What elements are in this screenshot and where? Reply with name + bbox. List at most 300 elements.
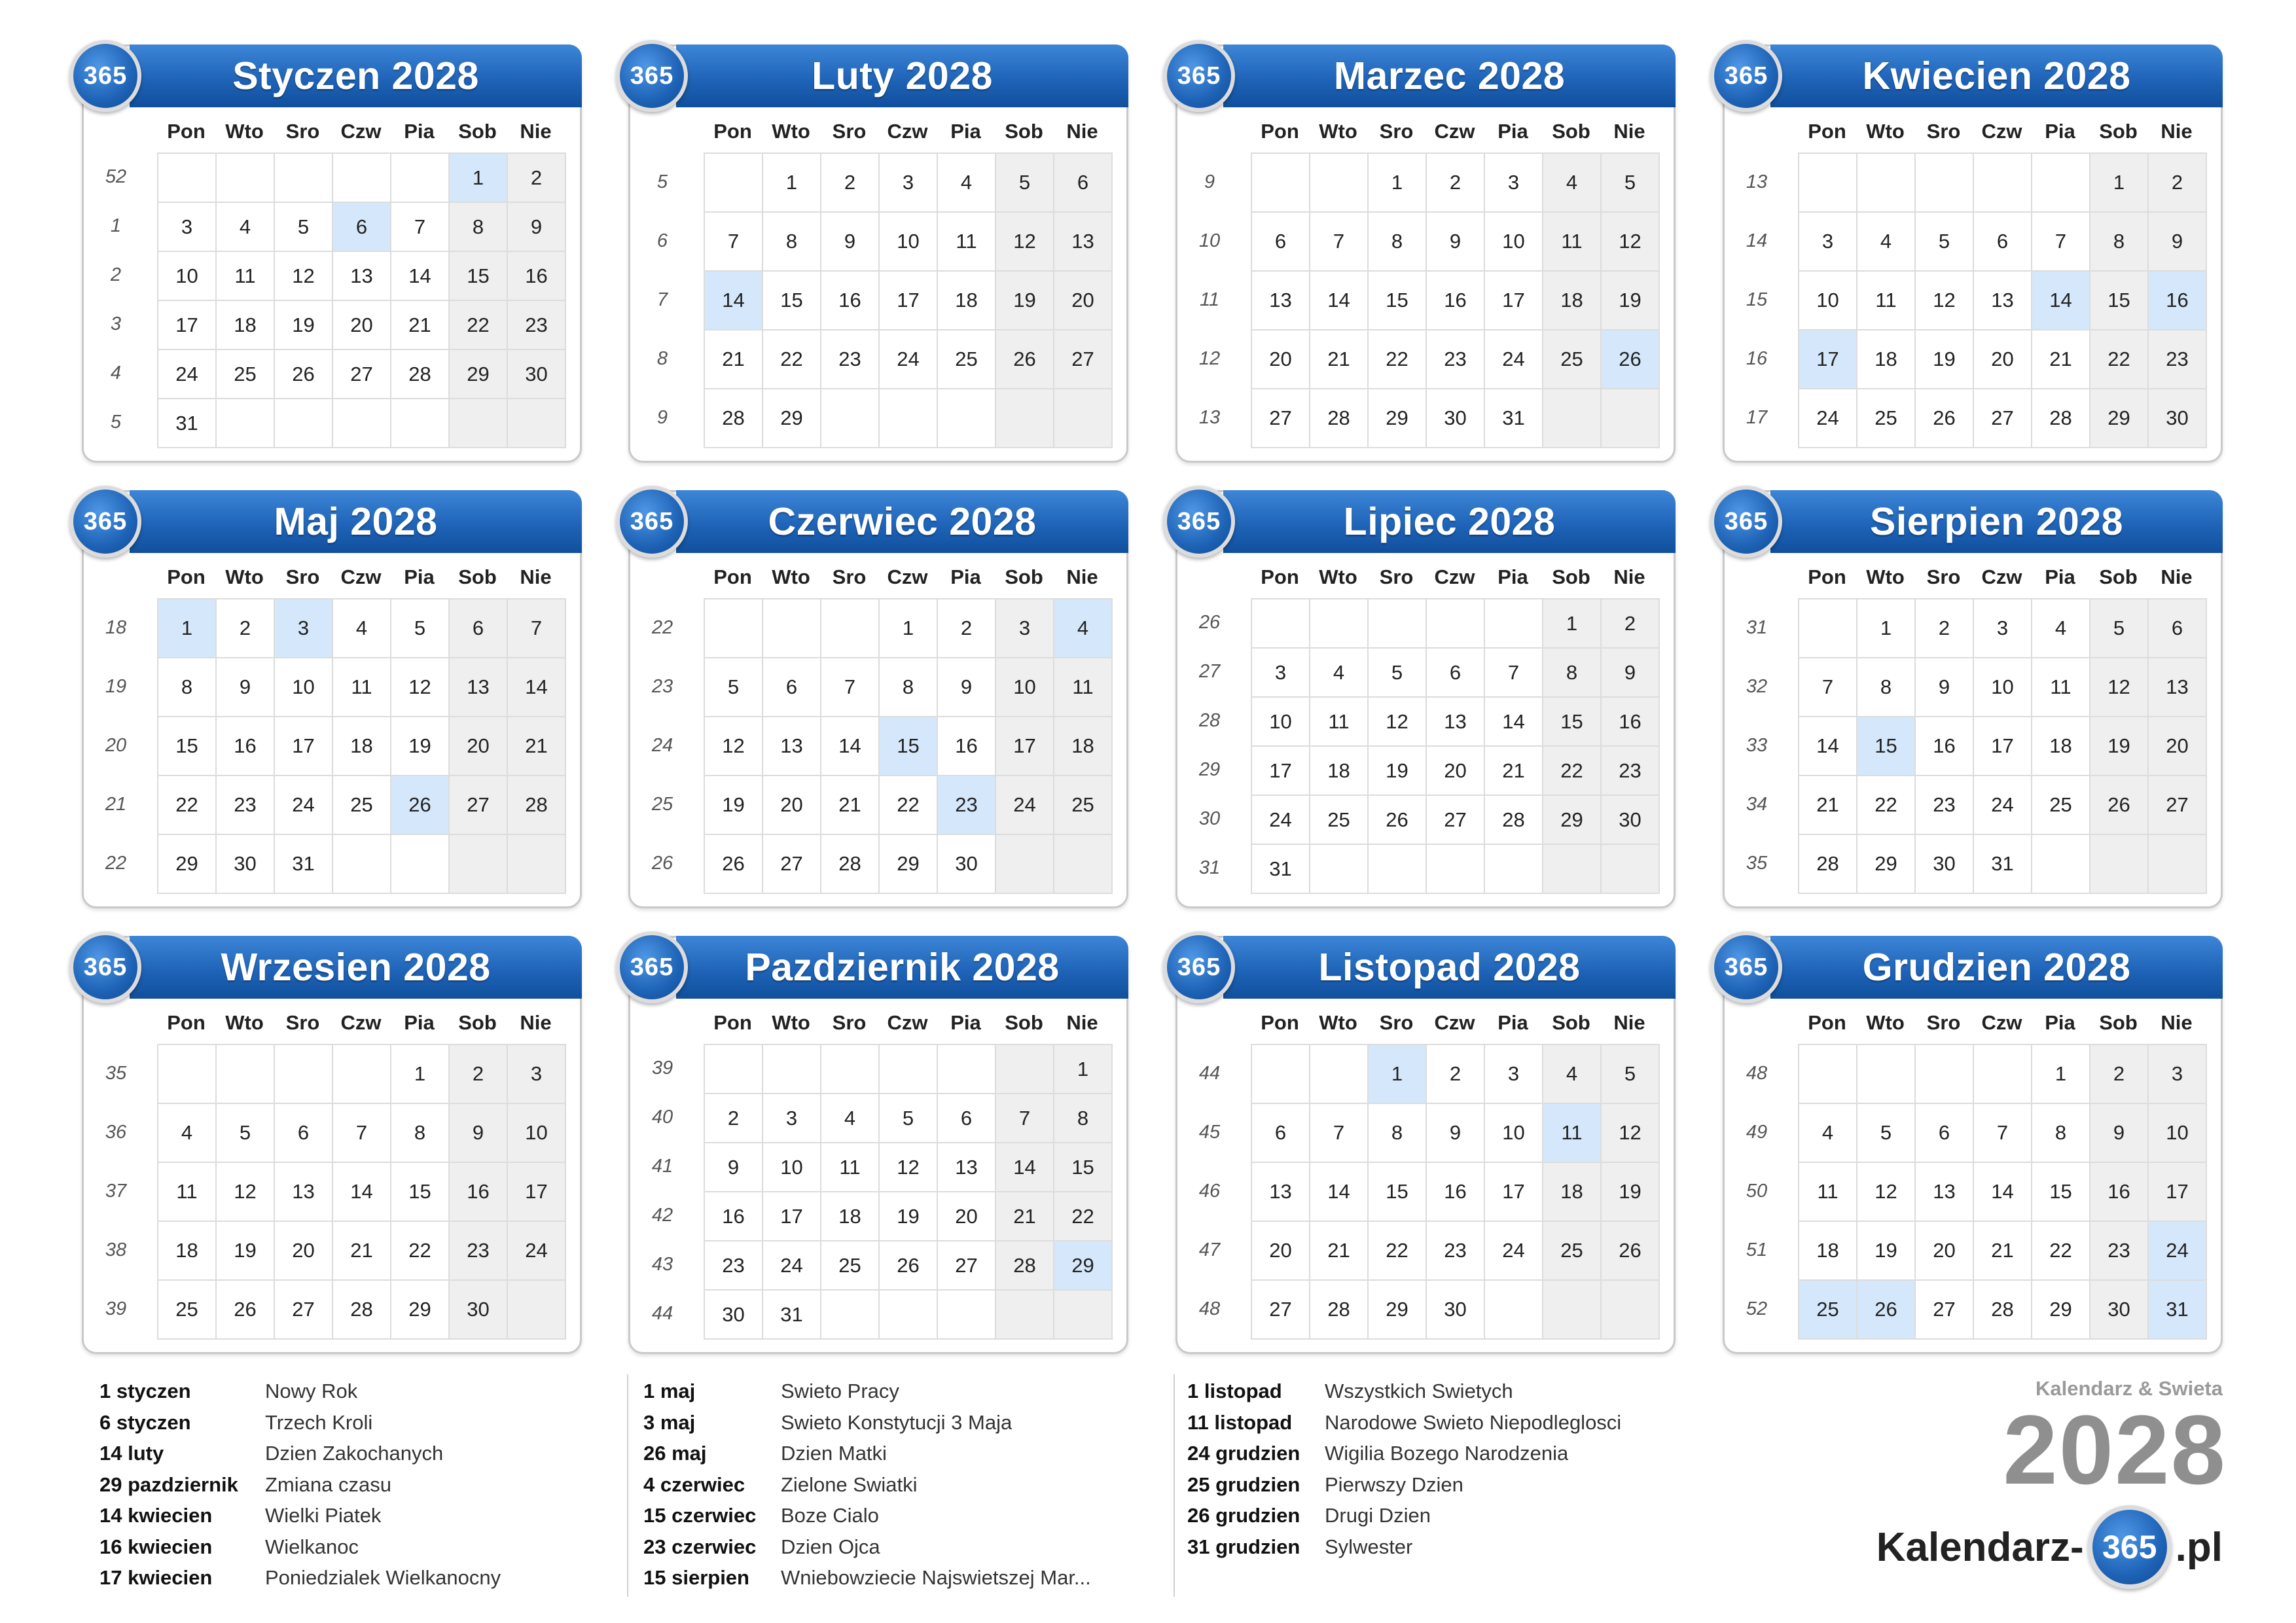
- day-cell[interactable]: 7: [333, 1104, 391, 1163]
- day-cell[interactable]: 17: [1799, 330, 1857, 389]
- day-cell[interactable]: 18: [333, 717, 391, 776]
- day-cell[interactable]: 1: [1857, 599, 1916, 658]
- day-cell[interactable]: 31: [1485, 389, 1543, 448]
- day-cell[interactable]: 4: [2032, 599, 2090, 658]
- day-cell[interactable]: 4: [158, 1104, 217, 1163]
- day-cell[interactable]: 1: [2090, 154, 2149, 213]
- day-cell[interactable]: 15: [158, 717, 217, 776]
- day-cell[interactable]: 22: [391, 1222, 450, 1281]
- day-cell[interactable]: 13: [1054, 213, 1113, 272]
- day-cell[interactable]: 1: [391, 1045, 450, 1104]
- day-cell[interactable]: 31: [275, 835, 333, 894]
- day-cell[interactable]: 13: [275, 1163, 333, 1222]
- day-cell[interactable]: 8: [450, 203, 508, 252]
- day-cell[interactable]: 11: [938, 213, 996, 272]
- day-cell[interactable]: 8: [1369, 213, 1427, 272]
- day-cell[interactable]: 6: [333, 203, 391, 252]
- day-cell[interactable]: 4: [1310, 649, 1369, 698]
- day-cell[interactable]: 6: [1252, 1104, 1310, 1163]
- day-cell[interactable]: 26: [391, 776, 450, 835]
- day-cell[interactable]: 21: [333, 1222, 391, 1281]
- day-cell[interactable]: 13: [450, 658, 508, 717]
- day-cell[interactable]: 5: [217, 1104, 275, 1163]
- day-cell[interactable]: 27: [1974, 389, 2032, 448]
- day-cell[interactable]: 29: [450, 350, 508, 399]
- day-cell[interactable]: 8: [880, 658, 938, 717]
- day-cell[interactable]: 4: [1799, 1104, 1857, 1163]
- day-cell[interactable]: 17: [1485, 272, 1543, 330]
- day-cell[interactable]: 26: [275, 350, 333, 399]
- day-cell[interactable]: 8: [391, 1104, 450, 1163]
- day-cell[interactable]: 2: [1427, 154, 1485, 213]
- day-cell[interactable]: 20: [1427, 747, 1485, 796]
- day-cell[interactable]: 15: [880, 717, 938, 776]
- day-cell[interactable]: 19: [996, 272, 1054, 330]
- day-cell[interactable]: 16: [2090, 1163, 2149, 1222]
- day-cell[interactable]: 9: [508, 203, 566, 252]
- day-cell[interactable]: 30: [2149, 389, 2207, 448]
- day-cell[interactable]: 9: [450, 1104, 508, 1163]
- day-cell[interactable]: 3: [1485, 1045, 1543, 1104]
- day-cell[interactable]: 24: [158, 350, 217, 399]
- day-cell[interactable]: 12: [391, 658, 450, 717]
- day-cell[interactable]: 6: [1916, 1104, 1974, 1163]
- day-cell[interactable]: 14: [333, 1163, 391, 1222]
- day-cell[interactable]: 19: [705, 776, 763, 835]
- day-cell[interactable]: 5: [1602, 154, 1660, 213]
- day-cell[interactable]: 8: [1369, 1104, 1427, 1163]
- day-cell[interactable]: 16: [1427, 272, 1485, 330]
- day-cell[interactable]: 2: [2149, 154, 2207, 213]
- day-cell[interactable]: 23: [705, 1241, 763, 1291]
- day-cell[interactable]: 15: [1543, 698, 1602, 747]
- day-cell[interactable]: 25: [158, 1281, 217, 1340]
- day-cell[interactable]: 7: [705, 213, 763, 272]
- day-cell[interactable]: 28: [1310, 1281, 1369, 1340]
- day-cell[interactable]: 2: [450, 1045, 508, 1104]
- day-cell[interactable]: 1: [1543, 599, 1602, 649]
- day-cell[interactable]: 5: [391, 599, 450, 658]
- day-cell[interactable]: 21: [705, 330, 763, 389]
- day-cell[interactable]: 19: [1857, 1222, 1916, 1281]
- day-cell[interactable]: 17: [996, 717, 1054, 776]
- day-cell[interactable]: 18: [158, 1222, 217, 1281]
- day-cell[interactable]: 16: [450, 1163, 508, 1222]
- day-cell[interactable]: 3: [996, 599, 1054, 658]
- day-cell[interactable]: 16: [938, 717, 996, 776]
- day-cell[interactable]: 20: [333, 301, 391, 350]
- day-cell[interactable]: 8: [1857, 658, 1916, 717]
- day-cell[interactable]: 18: [1857, 330, 1916, 389]
- day-cell[interactable]: 30: [217, 835, 275, 894]
- day-cell[interactable]: 16: [1602, 698, 1660, 747]
- day-cell[interactable]: 4: [1857, 213, 1916, 272]
- day-cell[interactable]: 3: [1485, 154, 1543, 213]
- day-cell[interactable]: 30: [705, 1291, 763, 1340]
- day-cell[interactable]: 12: [2090, 658, 2149, 717]
- day-cell[interactable]: 5: [880, 1094, 938, 1143]
- day-cell[interactable]: 15: [450, 252, 508, 301]
- day-cell[interactable]: 11: [821, 1143, 880, 1192]
- day-cell[interactable]: 7: [391, 203, 450, 252]
- day-cell[interactable]: 23: [1916, 776, 1974, 835]
- day-cell[interactable]: 30: [2090, 1281, 2149, 1340]
- day-cell[interactable]: 13: [1252, 272, 1310, 330]
- day-cell[interactable]: 5: [1602, 1045, 1660, 1104]
- day-cell[interactable]: 25: [1543, 1222, 1602, 1281]
- day-cell[interactable]: 10: [275, 658, 333, 717]
- day-cell[interactable]: 24: [763, 1241, 821, 1291]
- day-cell[interactable]: 29: [880, 835, 938, 894]
- day-cell[interactable]: 23: [2090, 1222, 2149, 1281]
- day-cell[interactable]: 24: [880, 330, 938, 389]
- day-cell[interactable]: 15: [763, 272, 821, 330]
- day-cell[interactable]: 28: [996, 1241, 1054, 1291]
- day-cell[interactable]: 1: [763, 154, 821, 213]
- day-cell[interactable]: 31: [1252, 845, 1310, 894]
- day-cell[interactable]: 3: [880, 154, 938, 213]
- day-cell[interactable]: 9: [1602, 649, 1660, 698]
- day-cell[interactable]: 26: [880, 1241, 938, 1291]
- day-cell[interactable]: 6: [2149, 599, 2207, 658]
- day-cell[interactable]: 12: [880, 1143, 938, 1192]
- day-cell[interactable]: 6: [1054, 154, 1113, 213]
- day-cell[interactable]: 19: [1916, 330, 1974, 389]
- day-cell[interactable]: 11: [2032, 658, 2090, 717]
- day-cell[interactable]: 21: [1310, 1222, 1369, 1281]
- day-cell[interactable]: 17: [508, 1163, 566, 1222]
- day-cell[interactable]: 28: [1799, 835, 1857, 894]
- day-cell[interactable]: 9: [938, 658, 996, 717]
- day-cell[interactable]: 19: [275, 301, 333, 350]
- day-cell[interactable]: 11: [1054, 658, 1113, 717]
- day-cell[interactable]: 28: [1485, 796, 1543, 845]
- day-cell[interactable]: 3: [763, 1094, 821, 1143]
- day-cell[interactable]: 12: [1916, 272, 1974, 330]
- day-cell[interactable]: 22: [880, 776, 938, 835]
- day-cell[interactable]: 24: [1799, 389, 1857, 448]
- day-cell[interactable]: 27: [333, 350, 391, 399]
- day-cell[interactable]: 29: [763, 389, 821, 448]
- day-cell[interactable]: 25: [2032, 776, 2090, 835]
- day-cell[interactable]: 8: [2090, 213, 2149, 272]
- day-cell[interactable]: 12: [996, 213, 1054, 272]
- day-cell[interactable]: 1: [158, 599, 217, 658]
- day-cell[interactable]: 10: [158, 252, 217, 301]
- day-cell[interactable]: 7: [821, 658, 880, 717]
- day-cell[interactable]: 7: [2032, 213, 2090, 272]
- day-cell[interactable]: 28: [1310, 389, 1369, 448]
- day-cell[interactable]: 16: [2149, 272, 2207, 330]
- day-cell[interactable]: 15: [2032, 1163, 2090, 1222]
- day-cell[interactable]: 15: [391, 1163, 450, 1222]
- day-cell[interactable]: 23: [1427, 1222, 1485, 1281]
- day-cell[interactable]: 25: [1310, 796, 1369, 845]
- day-cell[interactable]: 20: [2149, 717, 2207, 776]
- day-cell[interactable]: 17: [880, 272, 938, 330]
- day-cell[interactable]: 29: [391, 1281, 450, 1340]
- day-cell[interactable]: 21: [1310, 330, 1369, 389]
- day-cell[interactable]: 10: [508, 1104, 566, 1163]
- day-cell[interactable]: 8: [763, 213, 821, 272]
- day-cell[interactable]: 18: [821, 1192, 880, 1241]
- day-cell[interactable]: 5: [275, 203, 333, 252]
- day-cell[interactable]: 11: [1543, 213, 1602, 272]
- day-cell[interactable]: 22: [158, 776, 217, 835]
- day-cell[interactable]: 27: [938, 1241, 996, 1291]
- day-cell[interactable]: 30: [450, 1281, 508, 1340]
- day-cell[interactable]: 23: [1427, 330, 1485, 389]
- day-cell[interactable]: 22: [763, 330, 821, 389]
- day-cell[interactable]: 12: [275, 252, 333, 301]
- day-cell[interactable]: 4: [1054, 599, 1113, 658]
- day-cell[interactable]: 6: [450, 599, 508, 658]
- day-cell[interactable]: 22: [2090, 330, 2149, 389]
- day-cell[interactable]: 5: [996, 154, 1054, 213]
- day-cell[interactable]: 24: [996, 776, 1054, 835]
- day-cell[interactable]: 9: [2149, 213, 2207, 272]
- day-cell[interactable]: 26: [1602, 330, 1660, 389]
- day-cell[interactable]: 30: [938, 835, 996, 894]
- day-cell[interactable]: 29: [2090, 389, 2149, 448]
- day-cell[interactable]: 26: [1857, 1281, 1916, 1340]
- day-cell[interactable]: 3: [1252, 649, 1310, 698]
- day-cell[interactable]: 5: [1369, 649, 1427, 698]
- day-cell[interactable]: 24: [1485, 1222, 1543, 1281]
- day-cell[interactable]: 23: [821, 330, 880, 389]
- day-cell[interactable]: 10: [1485, 213, 1543, 272]
- day-cell[interactable]: 21: [1485, 747, 1543, 796]
- day-cell[interactable]: 27: [1427, 796, 1485, 845]
- day-cell[interactable]: 10: [996, 658, 1054, 717]
- day-cell[interactable]: 16: [1427, 1163, 1485, 1222]
- day-cell[interactable]: 2: [2090, 1045, 2149, 1104]
- day-cell[interactable]: 27: [763, 835, 821, 894]
- day-cell[interactable]: 17: [158, 301, 217, 350]
- day-cell[interactable]: 19: [2090, 717, 2149, 776]
- day-cell[interactable]: 26: [217, 1281, 275, 1340]
- day-cell[interactable]: 16: [217, 717, 275, 776]
- day-cell[interactable]: 2: [1916, 599, 1974, 658]
- day-cell[interactable]: 10: [1799, 272, 1857, 330]
- day-cell[interactable]: 17: [763, 1192, 821, 1241]
- day-cell[interactable]: 31: [2149, 1281, 2207, 1340]
- day-cell[interactable]: 26: [996, 330, 1054, 389]
- day-cell[interactable]: 25: [938, 330, 996, 389]
- day-cell[interactable]: 7: [1974, 1104, 2032, 1163]
- day-cell[interactable]: 28: [333, 1281, 391, 1340]
- day-cell[interactable]: 22: [1543, 747, 1602, 796]
- day-cell[interactable]: 18: [1310, 747, 1369, 796]
- day-cell[interactable]: 19: [1602, 272, 1660, 330]
- day-cell[interactable]: 5: [1857, 1104, 1916, 1163]
- day-cell[interactable]: 16: [1916, 717, 1974, 776]
- day-cell[interactable]: 5: [1916, 213, 1974, 272]
- day-cell[interactable]: 9: [705, 1143, 763, 1192]
- day-cell[interactable]: 29: [1543, 796, 1602, 845]
- day-cell[interactable]: 17: [1974, 717, 2032, 776]
- day-cell[interactable]: 13: [2149, 658, 2207, 717]
- day-cell[interactable]: 29: [158, 835, 217, 894]
- day-cell[interactable]: 23: [938, 776, 996, 835]
- day-cell[interactable]: 12: [1602, 1104, 1660, 1163]
- day-cell[interactable]: 9: [821, 213, 880, 272]
- day-cell[interactable]: 15: [1369, 1163, 1427, 1222]
- day-cell[interactable]: 4: [1543, 1045, 1602, 1104]
- day-cell[interactable]: 29: [2032, 1281, 2090, 1340]
- day-cell[interactable]: 9: [2090, 1104, 2149, 1163]
- day-cell[interactable]: 27: [450, 776, 508, 835]
- brand-logo[interactable]: [1876, 1505, 2223, 1589]
- day-cell[interactable]: 3: [158, 203, 217, 252]
- day-cell[interactable]: 23: [1602, 747, 1660, 796]
- day-cell[interactable]: 20: [1974, 330, 2032, 389]
- day-cell[interactable]: 20: [1252, 1222, 1310, 1281]
- day-cell[interactable]: 15: [1054, 1143, 1113, 1192]
- day-cell[interactable]: 25: [821, 1241, 880, 1291]
- day-cell[interactable]: 25: [1857, 389, 1916, 448]
- day-cell[interactable]: 14: [1974, 1163, 2032, 1222]
- day-cell[interactable]: 9: [1427, 213, 1485, 272]
- day-cell[interactable]: 23: [508, 301, 566, 350]
- day-cell[interactable]: 26: [1602, 1222, 1660, 1281]
- day-cell[interactable]: 6: [938, 1094, 996, 1143]
- day-cell[interactable]: 8: [2032, 1104, 2090, 1163]
- day-cell[interactable]: 18: [217, 301, 275, 350]
- day-cell[interactable]: 11: [158, 1163, 217, 1222]
- day-cell[interactable]: 3: [1974, 599, 2032, 658]
- day-cell[interactable]: 19: [1602, 1163, 1660, 1222]
- day-cell[interactable]: 13: [1252, 1163, 1310, 1222]
- day-cell[interactable]: 19: [391, 717, 450, 776]
- day-cell[interactable]: 20: [275, 1222, 333, 1281]
- day-cell[interactable]: 18: [938, 272, 996, 330]
- day-cell[interactable]: 24: [1485, 330, 1543, 389]
- day-cell[interactable]: 16: [705, 1192, 763, 1241]
- day-cell[interactable]: 1: [2032, 1045, 2090, 1104]
- day-cell[interactable]: 7: [996, 1094, 1054, 1143]
- day-cell[interactable]: 28: [1974, 1281, 2032, 1340]
- day-cell[interactable]: 21: [1799, 776, 1857, 835]
- day-cell[interactable]: 19: [217, 1222, 275, 1281]
- day-cell[interactable]: 23: [2149, 330, 2207, 389]
- day-cell[interactable]: 22: [450, 301, 508, 350]
- day-cell[interactable]: 12: [217, 1163, 275, 1222]
- day-cell[interactable]: 21: [2032, 330, 2090, 389]
- day-cell[interactable]: 2: [1427, 1045, 1485, 1104]
- day-cell[interactable]: 18: [2032, 717, 2090, 776]
- day-cell[interactable]: 4: [821, 1094, 880, 1143]
- day-cell[interactable]: 13: [1916, 1163, 1974, 1222]
- day-cell[interactable]: 18: [1543, 1163, 1602, 1222]
- day-cell[interactable]: 25: [1054, 776, 1113, 835]
- day-cell[interactable]: 25: [1799, 1281, 1857, 1340]
- day-cell[interactable]: 5: [2090, 599, 2149, 658]
- day-cell[interactable]: 11: [1310, 698, 1369, 747]
- day-cell[interactable]: 29: [1857, 835, 1916, 894]
- day-cell[interactable]: 20: [1916, 1222, 1974, 1281]
- day-cell[interactable]: 2: [938, 599, 996, 658]
- day-cell[interactable]: 30: [1427, 1281, 1485, 1340]
- day-cell[interactable]: 10: [1485, 1104, 1543, 1163]
- day-cell[interactable]: 6: [275, 1104, 333, 1163]
- day-cell[interactable]: 9: [217, 658, 275, 717]
- day-cell[interactable]: 19: [880, 1192, 938, 1241]
- day-cell[interactable]: 3: [275, 599, 333, 658]
- day-cell[interactable]: 14: [1310, 272, 1369, 330]
- day-cell[interactable]: 4: [938, 154, 996, 213]
- day-cell[interactable]: 28: [508, 776, 566, 835]
- day-cell[interactable]: 29: [1369, 389, 1427, 448]
- day-cell[interactable]: 6: [1427, 649, 1485, 698]
- day-cell[interactable]: 10: [1974, 658, 2032, 717]
- day-cell[interactable]: 27: [2149, 776, 2207, 835]
- day-cell[interactable]: 27: [1252, 1281, 1310, 1340]
- day-cell[interactable]: 11: [1857, 272, 1916, 330]
- day-cell[interactable]: 12: [1857, 1163, 1916, 1222]
- day-cell[interactable]: 6: [763, 658, 821, 717]
- day-cell[interactable]: 30: [508, 350, 566, 399]
- day-cell[interactable]: 1: [880, 599, 938, 658]
- day-cell[interactable]: 14: [2032, 272, 2090, 330]
- day-cell[interactable]: 22: [1369, 330, 1427, 389]
- day-cell[interactable]: 7: [1799, 658, 1857, 717]
- day-cell[interactable]: 18: [1054, 717, 1113, 776]
- day-cell[interactable]: 28: [391, 350, 450, 399]
- day-cell[interactable]: 7: [1310, 213, 1369, 272]
- day-cell[interactable]: 14: [391, 252, 450, 301]
- day-cell[interactable]: 21: [508, 717, 566, 776]
- day-cell[interactable]: 17: [2149, 1163, 2207, 1222]
- day-cell[interactable]: 30: [1602, 796, 1660, 845]
- day-cell[interactable]: 10: [1252, 698, 1310, 747]
- day-cell[interactable]: 26: [705, 835, 763, 894]
- day-cell[interactable]: 28: [705, 389, 763, 448]
- day-cell[interactable]: 13: [938, 1143, 996, 1192]
- day-cell[interactable]: 22: [2032, 1222, 2090, 1281]
- day-cell[interactable]: 4: [1543, 154, 1602, 213]
- day-cell[interactable]: 6: [1252, 213, 1310, 272]
- day-cell[interactable]: 20: [1054, 272, 1113, 330]
- day-cell[interactable]: 1: [1369, 1045, 1427, 1104]
- day-cell[interactable]: 10: [2149, 1104, 2207, 1163]
- day-cell[interactable]: 26: [1916, 389, 1974, 448]
- day-cell[interactable]: 1: [1369, 154, 1427, 213]
- day-cell[interactable]: 13: [1427, 698, 1485, 747]
- day-cell[interactable]: 28: [821, 835, 880, 894]
- day-cell[interactable]: 17: [1485, 1163, 1543, 1222]
- day-cell[interactable]: 10: [880, 213, 938, 272]
- day-cell[interactable]: 11: [333, 658, 391, 717]
- day-cell[interactable]: 22: [1054, 1192, 1113, 1241]
- day-cell[interactable]: 8: [1543, 649, 1602, 698]
- day-cell[interactable]: 14: [1799, 717, 1857, 776]
- day-cell[interactable]: 21: [1974, 1222, 2032, 1281]
- day-cell[interactable]: 2: [508, 154, 566, 203]
- day-cell[interactable]: 15: [1369, 272, 1427, 330]
- day-cell[interactable]: 7: [508, 599, 566, 658]
- day-cell[interactable]: 28: [2032, 389, 2090, 448]
- day-cell[interactable]: 18: [1543, 272, 1602, 330]
- day-cell[interactable]: 21: [391, 301, 450, 350]
- day-cell[interactable]: 12: [1369, 698, 1427, 747]
- day-cell[interactable]: 26: [1369, 796, 1427, 845]
- day-cell[interactable]: 14: [821, 717, 880, 776]
- day-cell[interactable]: 20: [763, 776, 821, 835]
- day-cell[interactable]: 31: [763, 1291, 821, 1340]
- day-cell[interactable]: 2: [1602, 599, 1660, 649]
- day-cell[interactable]: 3: [2149, 1045, 2207, 1104]
